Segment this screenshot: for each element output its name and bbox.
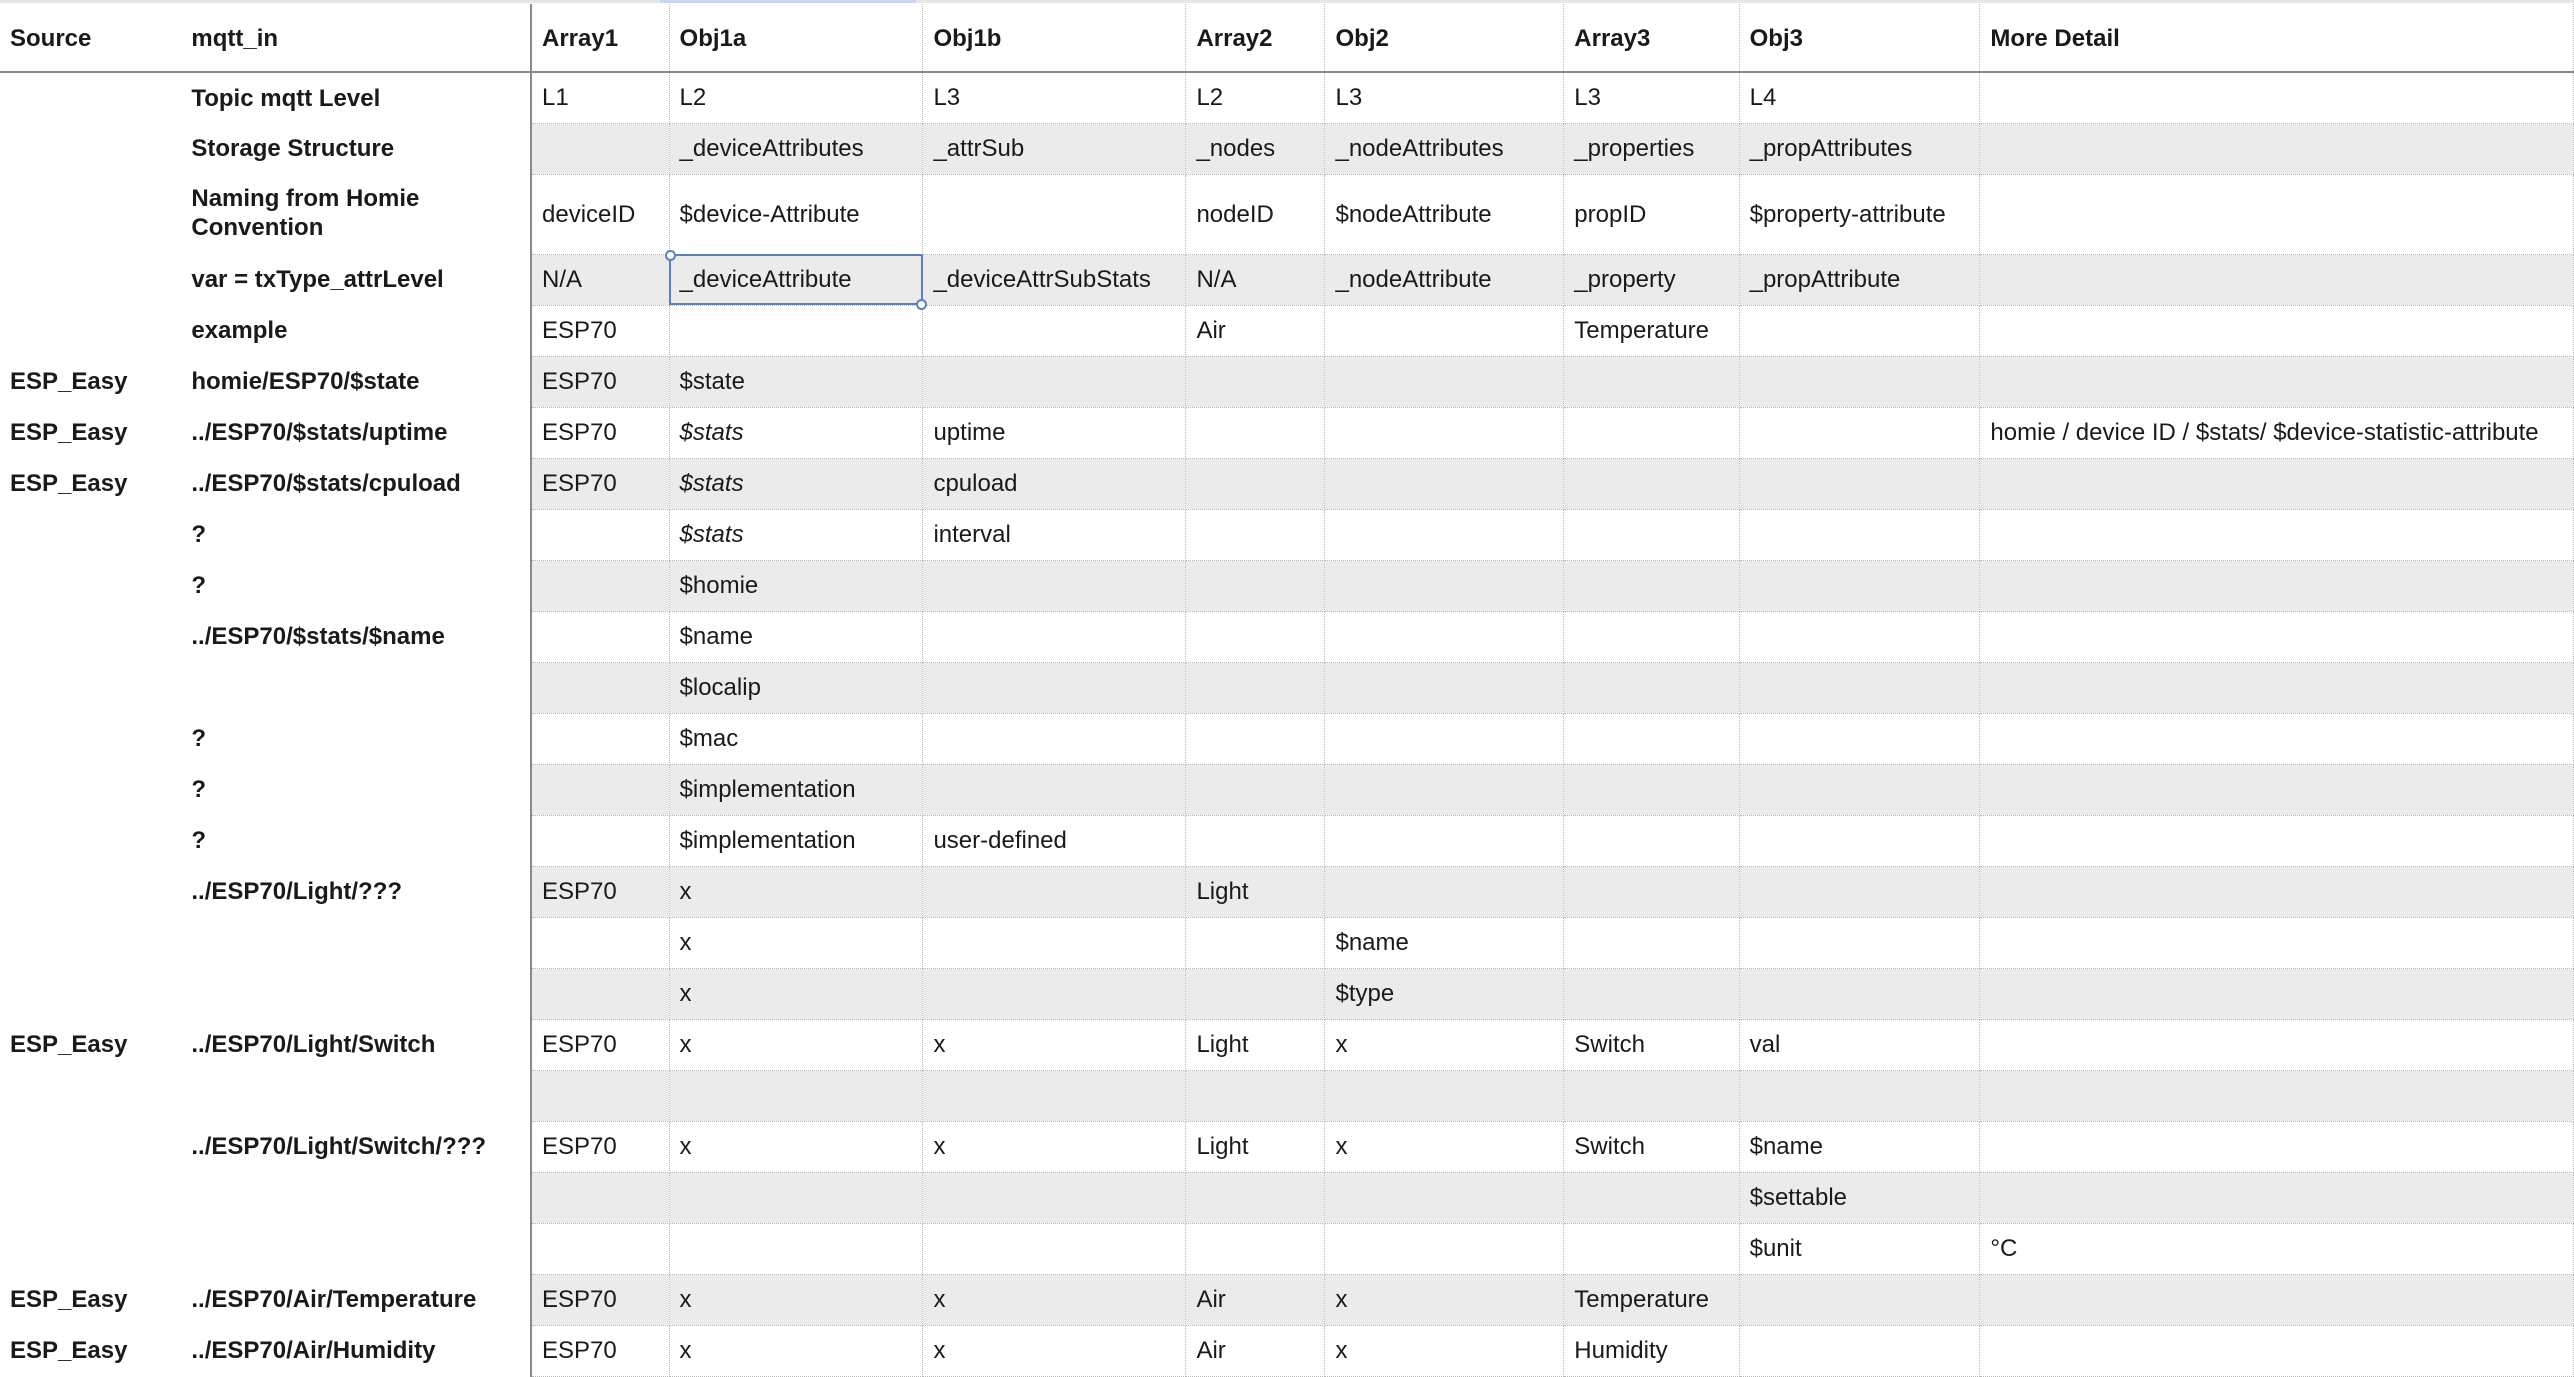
data-cell[interactable]: [531, 815, 669, 866]
data-cell[interactable]: [1186, 611, 1325, 662]
mqtt-in-cell[interactable]: Storage Structure: [181, 123, 531, 174]
column-header-strip: [0, 0, 2574, 3]
data-cell[interactable]: Light: [1186, 1121, 1325, 1172]
data-cell[interactable]: $mac: [669, 713, 923, 764]
data-cell[interactable]: [1564, 458, 1739, 509]
data-cell[interactable]: homie / device ID / $stats/ $device-statistic-attribute: [1980, 407, 2574, 458]
source-cell[interactable]: ESP_Easy: [10, 470, 128, 497]
source-cell[interactable]: [0, 72, 181, 123]
source-cell[interactable]: ESP_Easy: [10, 1337, 128, 1364]
data-cell[interactable]: [923, 305, 1186, 356]
data-cell[interactable]: [1739, 866, 1980, 917]
data-cell[interactable]: N/A: [1186, 254, 1325, 305]
data-cell[interactable]: [1980, 1019, 2574, 1070]
data-cell[interactable]: [531, 764, 669, 815]
data-cell[interactable]: $unit: [1739, 1223, 1980, 1274]
data-cell[interactable]: nodeID: [1186, 174, 1325, 254]
spreadsheet-table: [0, 4, 2574, 1377]
data-cell[interactable]: x: [923, 1274, 1186, 1325]
data-cell[interactable]: [1325, 356, 1564, 407]
mqtt-in-cell[interactable]: [181, 917, 531, 968]
data-cell[interactable]: x: [669, 1325, 923, 1376]
data-cell[interactable]: [1325, 866, 1564, 917]
data-cell[interactable]: $settable: [1739, 1172, 1980, 1223]
data-cell[interactable]: [1186, 764, 1325, 815]
source-cell[interactable]: ESP_Easy: [10, 1031, 128, 1058]
data-cell[interactable]: [1564, 968, 1739, 1019]
data-cell[interactable]: _propAttributes: [1739, 123, 1980, 174]
source-cell[interactable]: [0, 611, 181, 662]
mqtt-in-cell[interactable]: ../ESP70/Air/Temperature: [181, 1274, 531, 1325]
data-cell[interactable]: [669, 1070, 923, 1121]
table-row: [0, 866, 2574, 917]
data-cell[interactable]: [1186, 815, 1325, 866]
data-cell[interactable]: $name: [669, 611, 923, 662]
data-cell[interactable]: [1564, 866, 1739, 917]
table-row: [0, 509, 2574, 560]
data-cell[interactable]: Light: [1186, 866, 1325, 917]
table-row: [0, 560, 2574, 611]
source-cell[interactable]: [0, 866, 181, 917]
data-cell[interactable]: [1564, 713, 1739, 764]
data-cell[interactable]: [1186, 1070, 1325, 1121]
table-row: [0, 458, 2574, 509]
data-cell[interactable]: [1739, 560, 1980, 611]
data-cell[interactable]: x: [669, 866, 923, 917]
data-cell[interactable]: [1564, 1070, 1739, 1121]
data-cell[interactable]: [1325, 1070, 1564, 1121]
data-cell[interactable]: [1564, 611, 1739, 662]
data-cell[interactable]: $name: [1739, 1121, 1980, 1172]
data-cell[interactable]: [923, 662, 1186, 713]
data-cell[interactable]: [1186, 407, 1325, 458]
data-cell[interactable]: ESP70: [531, 305, 669, 356]
data-cell[interactable]: [1186, 509, 1325, 560]
data-cell[interactable]: [1980, 1121, 2574, 1172]
header-cell[interactable]: Obj1b: [923, 4, 1186, 72]
data-cell[interactable]: _properties: [1564, 123, 1739, 174]
table-row: [0, 968, 2574, 1019]
data-cell[interactable]: [1186, 662, 1325, 713]
data-cell[interactable]: [1564, 1172, 1739, 1223]
table-row: [0, 254, 2574, 305]
data-cell[interactable]: propID: [1564, 174, 1739, 254]
data-cell[interactable]: [531, 1223, 669, 1274]
data-cell[interactable]: [1980, 123, 2574, 174]
data-cell[interactable]: _nodeAttributes: [1325, 123, 1564, 174]
header-cell[interactable]: Obj3: [1739, 4, 1980, 72]
header-row: [0, 4, 2574, 72]
data-cell[interactable]: x: [923, 1325, 1186, 1376]
mqtt-in-cell[interactable]: ../ESP70/Air/Humidity: [181, 1325, 531, 1376]
data-cell[interactable]: x: [1325, 1325, 1564, 1376]
data-cell[interactable]: L3: [1564, 72, 1739, 123]
data-cell[interactable]: $stats: [669, 407, 923, 458]
header-cell[interactable]: Obj2: [1325, 4, 1564, 72]
data-cell[interactable]: [1325, 407, 1564, 458]
table-row: [0, 917, 2574, 968]
data-cell[interactable]: [1325, 305, 1564, 356]
data-cell[interactable]: Air: [1186, 1274, 1325, 1325]
data-cell[interactable]: [1980, 611, 2574, 662]
source-cell[interactable]: [0, 662, 181, 713]
table-row: [0, 662, 2574, 713]
data-cell[interactable]: [923, 917, 1186, 968]
data-cell[interactable]: [531, 560, 669, 611]
data-cell[interactable]: ESP70: [531, 458, 669, 509]
data-cell[interactable]: [1325, 815, 1564, 866]
source-cell[interactable]: ESP_Easy: [10, 419, 128, 446]
data-cell[interactable]: Air: [1186, 305, 1325, 356]
data-cell[interactable]: [1564, 407, 1739, 458]
data-cell[interactable]: [531, 1070, 669, 1121]
data-cell[interactable]: L2: [1186, 72, 1325, 123]
data-cell[interactable]: [1564, 560, 1739, 611]
data-cell[interactable]: L4: [1739, 72, 1980, 123]
data-cell[interactable]: [1739, 509, 1980, 560]
mqtt-in-cell[interactable]: Naming from Homie Convention: [181, 174, 531, 254]
data-cell[interactable]: x: [669, 1121, 923, 1172]
source-cell[interactable]: ESP_Easy: [10, 368, 128, 395]
mqtt-in-cell[interactable]: example: [181, 305, 531, 356]
data-cell[interactable]: [1564, 662, 1739, 713]
table-row: [0, 764, 2574, 815]
data-cell[interactable]: [1739, 305, 1980, 356]
data-cell[interactable]: $device-Attribute: [669, 174, 923, 254]
mqtt-in-cell[interactable]: ../ESP70/$stats/cpuload: [181, 458, 531, 509]
table-row: [0, 1325, 2574, 1376]
header-cell[interactable]: Source: [0, 4, 181, 72]
data-cell[interactable]: [1325, 764, 1564, 815]
data-cell[interactable]: [1980, 815, 2574, 866]
data-cell[interactable]: Switch: [1564, 1121, 1739, 1172]
data-cell[interactable]: [1739, 611, 1980, 662]
data-cell[interactable]: [1186, 1223, 1325, 1274]
data-cell[interactable]: [1739, 1274, 1980, 1325]
data-cell[interactable]: ESP70: [531, 407, 669, 458]
data-cell[interactable]: deviceID: [531, 174, 669, 254]
selected-cell[interactable]: _deviceAttribute: [669, 254, 923, 305]
data-cell[interactable]: uptime: [923, 407, 1186, 458]
header-cell[interactable]: mqtt_in: [181, 4, 531, 72]
data-cell[interactable]: [1325, 509, 1564, 560]
data-cell[interactable]: $stats: [669, 458, 923, 509]
data-cell[interactable]: [1980, 764, 2574, 815]
header-cell[interactable]: Array1: [531, 4, 669, 72]
source-cell[interactable]: [0, 815, 181, 866]
data-cell[interactable]: ESP70: [531, 866, 669, 917]
data-cell[interactable]: [923, 560, 1186, 611]
source-cell[interactable]: [0, 917, 181, 968]
data-cell[interactable]: [1980, 174, 2574, 254]
data-cell[interactable]: L2: [669, 72, 923, 123]
data-cell[interactable]: [531, 1172, 669, 1223]
source-cell[interactable]: [0, 1223, 181, 1274]
data-cell[interactable]: Temperature: [1564, 305, 1739, 356]
data-cell[interactable]: [1739, 458, 1980, 509]
data-cell[interactable]: [1325, 662, 1564, 713]
data-cell[interactable]: [669, 305, 923, 356]
data-cell[interactable]: [1739, 1325, 1980, 1376]
data-cell[interactable]: [923, 713, 1186, 764]
header-cell[interactable]: Array2: [1186, 4, 1325, 72]
data-cell[interactable]: [923, 1223, 1186, 1274]
data-cell[interactable]: _property: [1564, 254, 1739, 305]
mqtt-in-cell[interactable]: ?: [181, 815, 531, 866]
data-cell[interactable]: [923, 968, 1186, 1019]
data-cell[interactable]: x: [923, 1121, 1186, 1172]
source-cell[interactable]: [0, 1070, 181, 1121]
mqtt-in-cell[interactable]: ../ESP70/$stats/$name: [181, 611, 531, 662]
data-cell[interactable]: [923, 611, 1186, 662]
mqtt-in-cell[interactable]: homie/ESP70/$state: [181, 356, 531, 407]
data-cell[interactable]: [1980, 458, 2574, 509]
data-cell[interactable]: [1739, 917, 1980, 968]
mqtt-in-cell[interactable]: [181, 1172, 531, 1223]
data-cell[interactable]: [531, 917, 669, 968]
source-cell[interactable]: [0, 254, 181, 305]
mqtt-in-cell[interactable]: ../ESP70/Light/???: [181, 866, 531, 917]
table-row: [0, 1121, 2574, 1172]
mqtt-in-cell[interactable]: [181, 1223, 531, 1274]
data-cell[interactable]: [1980, 1070, 2574, 1121]
data-cell[interactable]: [1980, 713, 2574, 764]
source-cell[interactable]: [0, 764, 181, 815]
data-cell[interactable]: $localip: [669, 662, 923, 713]
data-cell[interactable]: x: [1325, 1019, 1564, 1070]
data-cell[interactable]: [1980, 968, 2574, 1019]
source-cell[interactable]: [0, 123, 181, 174]
data-cell[interactable]: _nodeAttribute: [1325, 254, 1564, 305]
data-cell[interactable]: _nodes: [1186, 123, 1325, 174]
data-cell[interactable]: [1980, 1325, 2574, 1376]
data-cell[interactable]: $homie: [669, 560, 923, 611]
data-cell[interactable]: ESP70: [531, 1325, 669, 1376]
data-cell[interactable]: N/A: [531, 254, 669, 305]
mqtt-in-cell[interactable]: [181, 1070, 531, 1121]
data-cell[interactable]: [1564, 509, 1739, 560]
data-cell[interactable]: interval: [923, 509, 1186, 560]
data-cell[interactable]: [1186, 356, 1325, 407]
data-cell[interactable]: [923, 174, 1186, 254]
table-row: [0, 815, 2574, 866]
data-cell[interactable]: [1564, 356, 1739, 407]
table-row: [0, 611, 2574, 662]
table-row: [0, 1172, 2574, 1223]
data-cell[interactable]: [1325, 560, 1564, 611]
selection-handle-top-left[interactable]: [665, 250, 676, 261]
table-row: [0, 174, 2574, 254]
table-row: [0, 1274, 2574, 1325]
data-cell[interactable]: [1564, 917, 1739, 968]
selected-column-indicator: [660, 0, 916, 3]
data-cell[interactable]: [531, 611, 669, 662]
data-cell[interactable]: [531, 123, 669, 174]
data-cell[interactable]: ESP70: [531, 356, 669, 407]
data-cell[interactable]: x: [669, 1274, 923, 1325]
data-cell[interactable]: [1186, 458, 1325, 509]
data-cell[interactable]: [1980, 1172, 2574, 1223]
table-row: [0, 1019, 2574, 1070]
data-cell[interactable]: [1564, 815, 1739, 866]
data-cell[interactable]: [1739, 764, 1980, 815]
table-row: [0, 1223, 2574, 1274]
source-cell[interactable]: [0, 968, 181, 1019]
data-cell[interactable]: [669, 1223, 923, 1274]
data-cell[interactable]: $implementation: [669, 815, 923, 866]
data-cell[interactable]: [1980, 509, 2574, 560]
data-cell[interactable]: °C: [1980, 1223, 2574, 1274]
table-row: [0, 713, 2574, 764]
data-cell[interactable]: [1186, 1172, 1325, 1223]
data-cell[interactable]: [1564, 764, 1739, 815]
data-cell[interactable]: x: [923, 1019, 1186, 1070]
data-cell[interactable]: [1186, 560, 1325, 611]
data-cell[interactable]: x: [669, 968, 923, 1019]
data-cell[interactable]: [1186, 968, 1325, 1019]
data-cell[interactable]: [1186, 713, 1325, 764]
data-cell[interactable]: [1980, 866, 2574, 917]
mqtt-in-cell[interactable]: ?: [181, 713, 531, 764]
data-cell[interactable]: Switch: [1564, 1019, 1739, 1070]
table-row: [0, 407, 2574, 458]
data-cell[interactable]: [1980, 72, 2574, 123]
data-cell[interactable]: [1980, 560, 2574, 611]
data-cell[interactable]: Temperature: [1564, 1274, 1739, 1325]
mqtt-in-cell[interactable]: Topic mqtt Level: [181, 72, 531, 123]
selection-handle-bottom-right[interactable]: [916, 299, 927, 310]
data-cell[interactable]: $stats: [669, 509, 923, 560]
data-cell[interactable]: [1325, 611, 1564, 662]
data-cell[interactable]: $name: [1325, 917, 1564, 968]
data-cell[interactable]: ESP70: [531, 1274, 669, 1325]
mqtt-in-cell[interactable]: ?: [181, 560, 531, 611]
table-row: [0, 1070, 2574, 1121]
data-cell[interactable]: $type: [1325, 968, 1564, 1019]
data-cell[interactable]: L1: [531, 72, 669, 123]
data-cell[interactable]: user-defined: [923, 815, 1186, 866]
data-cell[interactable]: x: [669, 917, 923, 968]
data-cell[interactable]: [1739, 968, 1980, 1019]
data-cell[interactable]: [1325, 458, 1564, 509]
data-cell[interactable]: [1739, 407, 1980, 458]
data-cell[interactable]: x: [669, 1019, 923, 1070]
data-cell[interactable]: [1325, 1172, 1564, 1223]
mqtt-in-cell[interactable]: ../ESP70/Light/Switch: [181, 1019, 531, 1070]
data-cell[interactable]: [1325, 713, 1564, 764]
data-cell[interactable]: [531, 509, 669, 560]
data-cell[interactable]: [1739, 713, 1980, 764]
source-cell[interactable]: [0, 509, 181, 560]
data-cell[interactable]: [1186, 917, 1325, 968]
source-cell[interactable]: [0, 560, 181, 611]
data-cell[interactable]: [923, 1070, 1186, 1121]
data-cell[interactable]: _deviceAttributes: [669, 123, 923, 174]
data-cell[interactable]: _attrSub: [923, 123, 1186, 174]
table-row: [0, 305, 2574, 356]
data-cell[interactable]: [531, 968, 669, 1019]
source-cell[interactable]: ESP_Easy: [10, 1286, 128, 1313]
data-cell[interactable]: [1980, 254, 2574, 305]
mqtt-in-cell[interactable]: [181, 662, 531, 713]
data-cell[interactable]: $property-attribute: [1739, 174, 1980, 254]
data-cell[interactable]: [1739, 815, 1980, 866]
data-cell[interactable]: $nodeAttribute: [1325, 174, 1564, 254]
source-cell[interactable]: [0, 1172, 181, 1223]
data-cell[interactable]: Humidity: [1564, 1325, 1739, 1376]
table-row: [0, 356, 2574, 407]
table-row: [0, 72, 2574, 123]
data-cell[interactable]: $implementation: [669, 764, 923, 815]
source-cell[interactable]: [0, 713, 181, 764]
data-cell[interactable]: L3: [923, 72, 1186, 123]
source-cell[interactable]: [0, 305, 181, 356]
data-cell[interactable]: [1980, 662, 2574, 713]
data-cell[interactable]: [1739, 356, 1980, 407]
mqtt-in-cell[interactable]: ../ESP70/$stats/uptime: [181, 407, 531, 458]
table-row: [0, 123, 2574, 174]
data-cell[interactable]: [1739, 1070, 1980, 1121]
data-cell[interactable]: _deviceAttrSubStats: [923, 254, 1186, 305]
data-cell[interactable]: Light: [1186, 1019, 1325, 1070]
data-cell[interactable]: [1564, 1223, 1739, 1274]
data-cell[interactable]: cpuload: [923, 458, 1186, 509]
source-cell[interactable]: [0, 174, 181, 254]
data-cell[interactable]: x: [1325, 1274, 1564, 1325]
data-cell[interactable]: Air: [1186, 1325, 1325, 1376]
header-cell[interactable]: More Detail: [1980, 4, 2574, 72]
data-cell[interactable]: [531, 662, 669, 713]
data-cell[interactable]: [531, 713, 669, 764]
source-cell[interactable]: [0, 1121, 181, 1172]
data-cell[interactable]: [669, 1172, 923, 1223]
data-cell[interactable]: $state: [669, 356, 923, 407]
data-cell[interactable]: [923, 866, 1186, 917]
data-cell[interactable]: L3: [1325, 72, 1564, 123]
data-cell[interactable]: [1739, 662, 1980, 713]
mqtt-in-cell[interactable]: ?: [181, 764, 531, 815]
mqtt-in-cell[interactable]: ?: [181, 509, 531, 560]
data-cell[interactable]: ESP70: [531, 1121, 669, 1172]
mqtt-in-cell[interactable]: [181, 968, 531, 1019]
data-cell[interactable]: [1980, 305, 2574, 356]
data-cell[interactable]: [1980, 917, 2574, 968]
data-cell[interactable]: [923, 1172, 1186, 1223]
data-cell[interactable]: val: [1739, 1019, 1980, 1070]
data-cell[interactable]: ESP70: [531, 1019, 669, 1070]
data-cell[interactable]: [1980, 1274, 2574, 1325]
data-cell[interactable]: _propAttribute: [1739, 254, 1980, 305]
data-cell[interactable]: [923, 764, 1186, 815]
header-cell[interactable]: Obj1a: [669, 4, 923, 72]
mqtt-in-cell[interactable]: var = txType_attrLevel: [181, 254, 531, 305]
data-cell[interactable]: [1980, 356, 2574, 407]
data-cell[interactable]: [923, 356, 1186, 407]
mqtt-in-cell[interactable]: ../ESP70/Light/Switch/???: [181, 1121, 531, 1172]
header-cell[interactable]: Array3: [1564, 4, 1739, 72]
data-cell[interactable]: x: [1325, 1121, 1564, 1172]
data-cell[interactable]: [1325, 1223, 1564, 1274]
